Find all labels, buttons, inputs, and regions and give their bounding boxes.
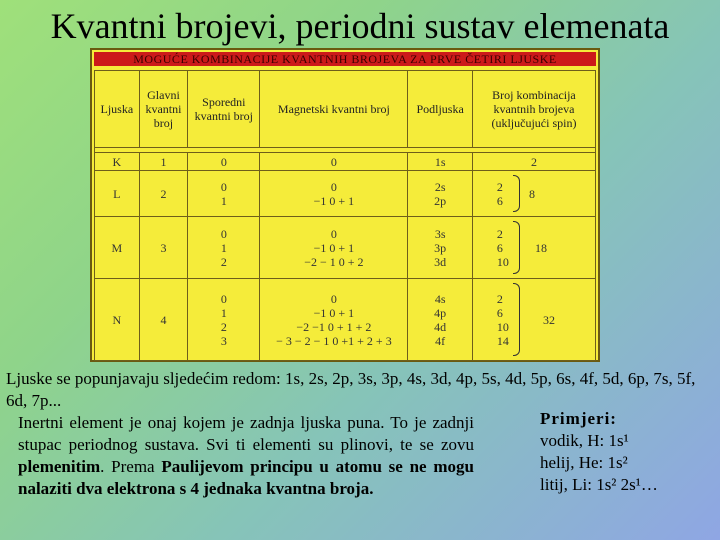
cell-m: 0: [260, 153, 408, 171]
table-row: [95, 171, 596, 217]
inert-element-paragraph: Inertni element je onaj kojem je zadnja ljuska puna. To je zadnji stupac periodnog sustava. Svi ti elementi su plinovi, te se zovu plemenitim. Prema Paulijevom principu u atomu se ne mogu nalaziti dva elektrona s 4 jednaka kvantna broja.: [18, 413, 474, 498]
example-item: helij, He: 1s²: [540, 453, 628, 472]
cell-m: 0 −1 0 + 1: [260, 171, 408, 217]
quantum-numbers-table-panel: [90, 48, 600, 362]
count-total: 32: [543, 312, 555, 327]
quantum-numbers-table: [94, 70, 596, 361]
cell-n: 1: [139, 153, 188, 171]
cell-shell: K: [95, 153, 140, 171]
cell-subshell: 2s 2p: [408, 171, 472, 217]
header-principal: Glavni kvantni broj: [139, 71, 188, 148]
count-total: 18: [535, 240, 547, 255]
examples-heading: Primjeri:: [540, 409, 617, 428]
table-row: [95, 279, 596, 361]
cell-shell: L: [95, 171, 140, 217]
page-title: Kvantni brojevi, periodni sustav elemenata: [50, 6, 670, 46]
examples-box: [540, 408, 658, 496]
example-item: litij, Li: 1s² 2s¹…: [540, 475, 658, 494]
header-magnetic: Magnetski kvantni broj: [260, 71, 408, 148]
fill-order-paragraph: Ljuske se popunjavaju sljedećim redom: 1s, 2s, 2p, 3s, 3p, 4s, 3d, 4p, 5s, 4d, 5p, 6s, 4f, 5d, 6p, 7s, 5f, 6d, 7p...: [6, 369, 696, 410]
cell-count: 2 6 10 18: [472, 217, 595, 279]
brace-icon: [513, 175, 520, 212]
table-caption: MOGUĆE KOMBINACIJE KVANTNIH BROJEVA ZA PRVE ČETIRI LJUSKE: [94, 52, 596, 66]
cell-count: 2: [472, 153, 595, 171]
cell-n: 2: [139, 171, 188, 217]
cell-l: 0 1 2 3: [188, 279, 260, 361]
header-subshell: Podljuska: [408, 71, 472, 148]
cell-m: 0 −1 0 + 1 −2 −1 0 + 1 + 2 − 3 − 2 − 1 0 +1 + 2 + 3: [260, 279, 408, 361]
cell-l: 0 1 2: [188, 217, 260, 279]
header-azimuthal: Sporedni kvantni broj: [188, 71, 260, 148]
cell-m: 0 −1 0 + 1 −2 − 1 0 + 2: [260, 217, 408, 279]
example-item: vodik, H: 1s¹: [540, 431, 629, 450]
count-total: 8: [529, 186, 535, 201]
cell-shell: M: [95, 217, 140, 279]
bold-term-noble: plemenitim: [18, 457, 101, 476]
cell-subshell: 4s 4p 4d 4f: [408, 279, 472, 361]
bold-pauli-principle: Paulijevom principu u atomu se ne mogu nalaziti dva elektrona s 4 jednaka kvantna broja.: [18, 457, 474, 498]
table-row: [95, 153, 596, 171]
cell-subshell: 3s 3p 3d: [408, 217, 472, 279]
brace-icon: [513, 221, 520, 274]
cell-count: 2 6 10 14 32: [472, 279, 595, 361]
cell-shell: N: [95, 279, 140, 361]
table-header-row: [95, 71, 596, 148]
header-shell: Ljuska: [95, 71, 140, 148]
header-combinations: Broj kombinacija kvantnih brojeva (uključujući spin): [472, 71, 595, 148]
brace-icon: [513, 283, 520, 356]
cell-subshell: 1s: [408, 153, 472, 171]
cell-l: 0: [188, 153, 260, 171]
cell-n: 3: [139, 217, 188, 279]
cell-n: 4: [139, 279, 188, 361]
cell-l: 0 1: [188, 171, 260, 217]
cell-count: 2 6 8: [472, 171, 595, 217]
table-row: [95, 217, 596, 279]
